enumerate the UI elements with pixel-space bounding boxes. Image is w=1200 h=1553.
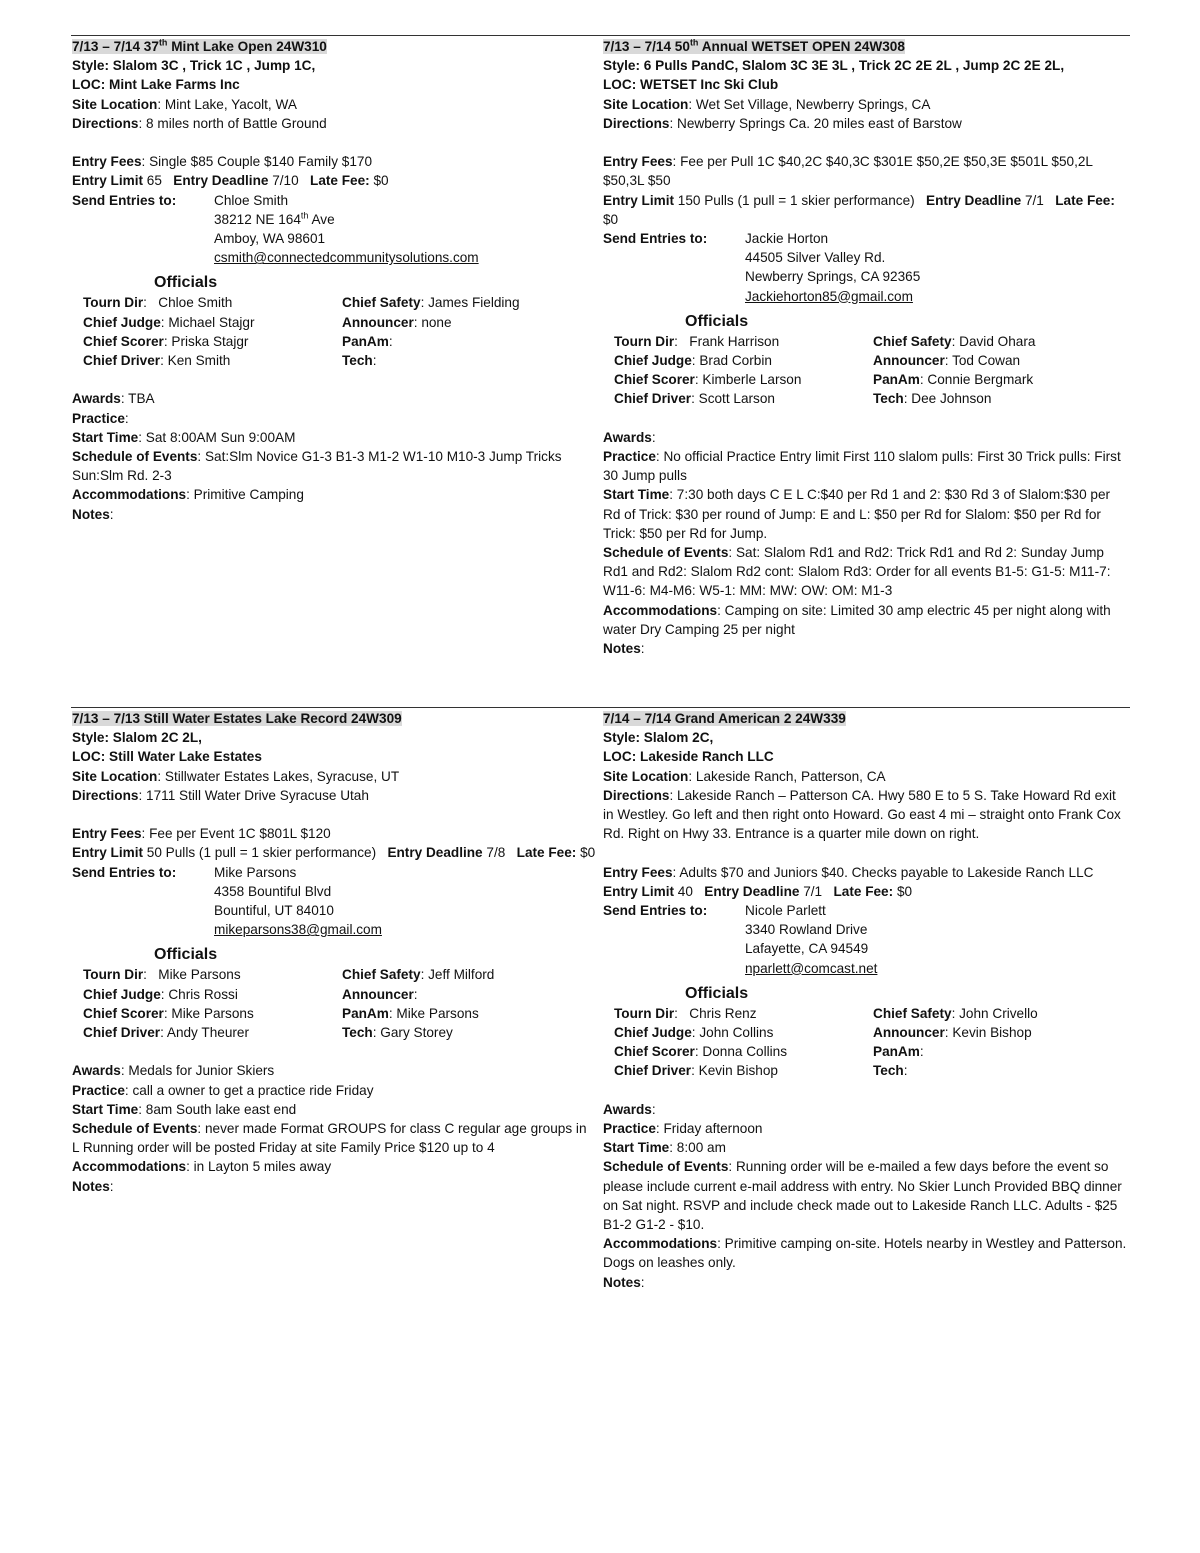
tourn-dir: Chloe Smith	[158, 295, 233, 311]
officials-heading: Officials	[154, 274, 218, 292]
send-email-link[interactable]: Jackiehorton85@gmail.com	[745, 288, 913, 304]
entry-limit: 150 Pulls (1 pull = 1 skier performance)	[677, 192, 915, 208]
directions: Newberry Springs Ca. 20 miles east of Barstow	[677, 115, 962, 131]
officials-grid: Tourn Dir: Chris Renz Chief Safety: John Crivello Chief Judge: John Collins Announcer: Kevin Bishop Chief Scorer: Donna Collins PanAm: Chief Driver: Kevin Bishop Tech:	[614, 1005, 1038, 1079]
officials-grid: Tourn Dir: Mike Parsons Chief Safety: Jeff Milford Chief Judge: Chris Rossi Announcer: Chief Scorer: Mike Parsons PanAm: Mike Parsons Chief Driver: Andy Theurer Tech: Gary Storey	[83, 967, 495, 1041]
announcer: Tod Cowan	[952, 353, 1021, 369]
accommodations: Primitive Camping	[193, 487, 304, 503]
event-title: 7/13 – 7/14 37th Mint Lake Open 24W310	[72, 37, 327, 54]
event-title: 7/14 – 7/14 Grand American 2 24W339	[603, 711, 846, 726]
loc-value: Still Water Lake Estates	[109, 749, 262, 765]
chief-safety: Jeff Milford	[428, 967, 495, 983]
officials-heading: Officials	[685, 984, 749, 1002]
site-location: Stillwater Estates Lakes, Syracuse, UT	[164, 768, 400, 784]
announcer: Kevin Bishop	[952, 1025, 1032, 1041]
event-title: 7/13 – 7/14 50th Annual WETSET OPEN 24W308	[603, 37, 905, 54]
chief-judge: Michael Stajgr	[168, 314, 255, 330]
event-block-mint-lake: 7/13 – 7/14 37th Mint Lake Open 24W310 Style: Slalom 3C , Trick 1C , Jump 1C, LOC: Mint Lake Farms Inc Site Location: Mint Lake, Yacolt, WA Directions: 8 miles north of Battle Ground Entry Fees: Single $85 Couple $140 Family $170 Entry Limit 65 Entry Deadline 7/10 Late Fee: $0 Send Entries to: Chloe Smith 38212 NE 164th Ave Amboy, WA 98601 csmith@connectedcommunitysolutions.com Officials Tourn Dir: Chloe Smith Chief Safety: James Fielding Chief Judge: Michael Stajgr Announcer: none Chief Scorer: Priska Stajgr PanAm: Chief Driver: Ken Smith Tech: Awards: TBA Practice: Start Time: Sat 8:00AM Sun 9:00AM Schedule of Events: Sat:Slm Novice G1-3 B1-3 M1-2 W1-10 M10-3 Jump Tricks Sun:Slm Rd. 2-3 Accommodations: Primitive Camping Notes:	[72, 37, 597, 524]
officials-grid: Tourn Dir: Chloe Smith Chief Safety: James Fielding Chief Judge: Michael Stajgr Announcer: none Chief Scorer: Priska Stajgr PanAm: Chief Driver: Ken Smith Tech:	[83, 295, 520, 369]
send-address-line1: 3340 Rowland Drive	[745, 922, 868, 938]
chief-driver: Kevin Bishop	[698, 1063, 778, 1079]
directions: 1711 Still Water Drive Syracuse Utah	[146, 787, 369, 803]
entry-deadline: 7/1	[1024, 192, 1044, 208]
officials-heading: Officials	[154, 946, 218, 964]
event-style: Style: Slalom 3C , Trick 1C , Jump 1C,	[72, 58, 316, 74]
directions: 8 miles north of Battle Ground	[146, 115, 327, 131]
entry-limit: 50 Pulls (1 pull = 1 skier performance)	[146, 845, 377, 861]
panam: Connie Bergmark	[927, 372, 1034, 388]
late-fee: $0	[580, 845, 596, 861]
practice: Friday afternoon	[663, 1121, 763, 1137]
chief-safety: John Crivello	[959, 1005, 1038, 1021]
start-time: 8am South lake east end	[145, 1101, 297, 1117]
send-entries-label: Send Entries to:	[603, 231, 708, 247]
loc-value: WETSET Inc Ski Club	[640, 77, 779, 93]
send-address-line1: 38212 NE 164th Ave	[214, 210, 335, 227]
chief-scorer: Kimberle Larson	[702, 372, 802, 388]
directions: Lakeside Ranch – Patterson CA. Hwy 580 E to 5 S. Take Howard Rd exit in Westley. Go left and then right onto Howard. Go east 4 mi – straight onto Frank Cox Rd. Right on Hwy 33. Entrance is a quarter mile down on right.	[603, 787, 1121, 842]
send-entries-label: Send Entries to:	[603, 903, 708, 919]
accommodations: Camping on site: Limited 30 amp electric 45 per night along with water Dry Camping 25 per night	[603, 602, 1111, 637]
event-block-grand-american: 7/14 – 7/14 Grand American 2 24W339 Style: Slalom 2C, LOC: Lakeside Ranch LLC Site Location: Lakeside Ranch, Patterson, CA Directions: Lakeside Ranch – Patterson CA. Hwy 580 E to 5 S. Take Howard Rd exit in Westley. Go left and then right onto Howard. Go east 4 mi – straight onto Frank Cox Rd. Right on Hwy 33. Entrance is a quarter mile down on right. Entry Fees: Adults $70 and Juniors $40. Checks payable to Lakeside Ranch LLC Entry Limit 40 Entry Deadline 7/1 Late Fee: $0 Send Entries to: Nicole Parlett 3340 Rowland Drive Lafayette, CA 94549 nparlett@comcast.net Officials Tourn Dir: Chris Renz Chief Safety: John Crivello Chief Judge: John Collins Announcer: Kevin Bishop Chief Scorer: Donna Collins PanAm: Chief Driver: Kevin Bishop Tech: Awards: Practice: Friday afternoon Start Time: 8:00 am Schedule of Events: Running order will be e-mailed a few days before the event so please include current e-mail address with entry. No Skier Lunch Provided BBQ dinner on Sat night. RSVP and include check made out to Lakeside Ranch LLC. Adults - $25 B1-2 G1-2 - $10. Accommodations: Primitive camping on-site. Hotels nearby in Westley and Patterson. Dogs on leashes only. Notes:	[603, 711, 1127, 1290]
schedule: Sat:Slm Novice G1-3 B1-3 M1-2 W1-10 M10-3 Jump Tricks Sun:Slm Rd. 2-3	[72, 449, 562, 484]
start-time: 7:30 both days C E L C:$40 per Rd 1 and 2: $30 Rd 3 of Slalom:$30 per Rd of Trick: $30 per round of Jump: E and L: $50 per Rd for Slalom: $50 per Rd for Trick: $50 per Rd for Jump.	[603, 487, 1111, 541]
practice: No official Practice Entry limit First 110 slalom pulls: First 30 Trick pulls: First 30 Jump pulls	[603, 449, 1121, 484]
middle-rule	[71, 707, 1130, 708]
late-fee: $0	[603, 211, 619, 227]
panam: Mike Parsons	[396, 1005, 479, 1021]
send-entries-label: Send Entries to:	[72, 192, 177, 208]
send-name: Mike Parsons	[214, 864, 297, 880]
practice: call a owner to get a practice ride Friday	[132, 1082, 374, 1098]
send-email-link[interactable]: nparlett@comcast.net	[745, 960, 878, 976]
send-name: Jackie Horton	[745, 231, 829, 247]
event-title: 7/13 – 7/13 Still Water Estates Lake Record 24W309	[72, 711, 402, 726]
entry-deadline: 7/8	[486, 845, 506, 861]
entry-deadline: 7/1	[803, 883, 823, 899]
chief-scorer: Priska Stajgr	[171, 333, 249, 349]
chief-judge: Brad Corbin	[699, 353, 772, 369]
chief-driver: Scott Larson	[698, 391, 775, 407]
schedule: never made Format GROUPS for class C regular age groups in L Running order will be posted Friday at site Family Price $120 up to 4	[72, 1121, 587, 1156]
schedule: Running order will be e-mailed a few days before the event so please include current e-mail address with entry. No Skier Lunch Provided BBQ dinner on Sat night. RSVP and include check made out to Lakeside Ranch LLC. Adults - $25 B1-2 G1-2 - $10.	[603, 1159, 1122, 1233]
late-fee: $0	[896, 883, 913, 899]
tourn-dir: Mike Parsons	[158, 967, 241, 983]
entry-limit: 65	[146, 173, 162, 189]
entry-limit: 40	[677, 883, 693, 899]
chief-driver: Ken Smith	[167, 353, 231, 369]
officials-grid: Tourn Dir: Frank Harrison Chief Safety: David Ohara Chief Judge: Brad Corbin Announcer: Tod Cowan Chief Scorer: Kimberle Larson PanAm: Connie Bergmark Chief Driver: Scott Larson Tech: Dee Johnson	[614, 333, 1036, 407]
entry-deadline: 7/10	[272, 173, 299, 189]
site-location: Wet Set Village, Newberry Springs, CA	[695, 96, 931, 112]
send-address-line2: Amboy, WA 98601	[214, 231, 326, 247]
send-address-line2: Lafayette, CA 94549	[745, 941, 869, 957]
loc-value: Lakeside Ranch LLC	[640, 749, 774, 765]
top-rule	[71, 35, 1130, 36]
send-address-line1: 4358 Bountiful Blvd	[214, 883, 332, 899]
announcer: none	[421, 314, 452, 330]
tech: Dee Johnson	[911, 391, 992, 407]
accommodations: Primitive camping on-site. Hotels nearby in Westley and Patterson. Dogs on leashes only.	[603, 1236, 1127, 1271]
send-name: Chloe Smith	[214, 192, 289, 208]
entry-fees: Single $85 Couple $140 Family $170	[149, 154, 373, 170]
tourn-dir: Chris Renz	[689, 1005, 757, 1021]
send-address-line2: Newberry Springs, CA 92365	[745, 269, 921, 285]
send-name: Nicole Parlett	[745, 903, 826, 919]
awards: Medals for Junior Skiers	[128, 1063, 275, 1079]
send-address-line1: 44505 Silver Valley Rd.	[745, 250, 886, 266]
site-location: Lakeside Ranch, Patterson, CA	[695, 768, 886, 784]
entry-fees: Fee per Event 1C $801L $120	[149, 826, 331, 842]
send-email-link[interactable]: mikeparsons38@gmail.com	[214, 922, 382, 938]
late-fee: $0	[373, 173, 389, 189]
chief-scorer: Donna Collins	[702, 1044, 788, 1060]
officials-heading: Officials	[685, 312, 749, 330]
event-style: Style: Slalom 2C,	[603, 730, 714, 746]
chief-safety: David Ohara	[959, 333, 1036, 349]
send-entries-label: Send Entries to:	[72, 864, 177, 880]
accommodations: in Layton 5 miles away	[193, 1159, 332, 1175]
chief-driver: Andy Theurer	[166, 1025, 249, 1041]
tech: Gary Storey	[380, 1025, 453, 1041]
schedule: Sat: Slalom Rd1 and Rd2: Trick Rd1 and Rd 2: Sunday Jump Rd1 and Rd2: Slalom Rd2 cont: Slalom Rd3: Order for all events B1-5: G1-5: M11-7: W11-6: M4-M6: W5-1: MM: MW: OW: OM: M1-3	[603, 545, 1111, 599]
event-style: Style: Slalom 2C 2L,	[72, 730, 202, 746]
send-address-line2: Bountiful, UT 84010	[214, 903, 334, 919]
event-style: Style: 6 Pulls PandC, Slalom 3C 3E 3L , Trick 2C 2E 2L , Jump 2C 2E 2L,	[603, 58, 1065, 74]
chief-judge: Chris Rossi	[168, 986, 238, 1002]
event-block-still-water: 7/13 – 7/13 Still Water Estates Lake Record 24W309 Style: Slalom 2C 2L, LOC: Still Water Lake Estates Site Location: Stillwater Estates Lakes, Syracuse, UT Directions: 1711 Still Water Drive Syracuse Utah Entry Fees: Fee per Event 1C $801L $120 Entry Limit 50 Pulls (1 pull = 1 skier performance) Entry Deadline 7/8 Late Fee: $0 Send Entries to: Mike Parsons 4358 Bountiful Blvd Bountiful, UT 84010 mikeparsons38@gmail.com Officials Tourn Dir: Mike Parsons Chief Safety: Jeff Milford Chief Judge: Chris Rossi Announcer: Chief Scorer: Mike Parsons PanAm: Mike Parsons Chief Driver: Andy Theurer Tech: Gary Storey Awards: Medals for Junior Skiers Practice: call a owner to get a practice ride Friday Start Time: 8am South lake east end Schedule of Events: never made Format GROUPS for class C regular age groups in L Running order will be posted Friday at site Family Price $120 up to 4 Accommodations: in Layton 5 miles away Notes:	[72, 711, 596, 1194]
chief-scorer: Mike Parsons	[171, 1005, 254, 1021]
entry-fees: Fee per Pull 1C $40,2C $40,3C $301E $50,2E $50,3E $501L $50,2L $50,3L $50	[603, 154, 1093, 189]
chief-judge: John Collins	[699, 1025, 774, 1041]
chief-safety: James Fielding	[428, 295, 520, 311]
entry-fees: Adults $70 and Juniors $40. Checks payable to Lakeside Ranch LLC	[679, 864, 1094, 880]
send-email-link[interactable]: csmith@connectedcommunitysolutions.com	[214, 250, 479, 266]
site-location: Mint Lake, Yacolt, WA	[164, 96, 297, 112]
awards: TBA	[128, 391, 155, 407]
start-time: 8:00 am	[676, 1140, 726, 1156]
loc-value: Mint Lake Farms Inc	[109, 77, 240, 93]
start-time: Sat 8:00AM Sun 9:00AM	[145, 429, 296, 445]
tourn-dir: Frank Harrison	[689, 333, 780, 349]
event-block-wetset: 7/13 – 7/14 50th Annual WETSET OPEN 24W308 Style: 6 Pulls PandC, Slalom 3C 3E 3L , Trick 2C 2E 2L , Jump 2C 2E 2L, LOC: WETSET Inc Ski Club Site Location: Wet Set Village, Newberry Springs, CA Directions: Newberry Springs Ca. 20 miles east of Barstow Entry Fees: Fee per Pull 1C $40,2C $40,3C $301E $50,2E $50,3E $501L $50,2L $50,3L $50 Entry Limit 150 Pulls (1 pull = 1 skier performance) Entry Deadline 7/1 Late Fee: $0 Send Entries to: Jackie Horton 44505 Silver Valley Rd. Newberry Springs, CA 92365 Jackiehorton85@gmail.com Officials Tourn Dir: Frank Harrison Chief Safety: David Ohara Chief Judge: Brad Corbin Announcer: Tod Cowan Chief Scorer: Kimberle Larson PanAm: Connie Bergmark Chief Driver: Scott Larson Tech: Dee Johnson Awards: Practice: No official Practice Entry limit First 110 slalom pulls: First 30 Trick pulls: First 30 Jump pulls Start Time: 7:30 both days C E L C:$40 per Rd 1 and 2: $30 Rd 3 of Slalom:$30 per Rd of Trick: $30 per round of Jump: E and L: $50 per Rd for Slalom: $50 per Rd for Trick: $50 per Rd for Jump. Schedule of Events: Sat: Slalom Rd1 and Rd2: Trick Rd1 and Rd 2: Sunday Jump Rd1 and Rd2: Slalom Rd2 cont: Slalom Rd3: Order for all events B1-5: G1-5: M11-7: W11-6: M4-M6: W5-1: MM: MW: OW: OM: M1-3 Accommodations: Camping on site: Limited 30 amp electric 45 per night along with water Dry Camping 25 per night Notes:	[603, 37, 1128, 658]
